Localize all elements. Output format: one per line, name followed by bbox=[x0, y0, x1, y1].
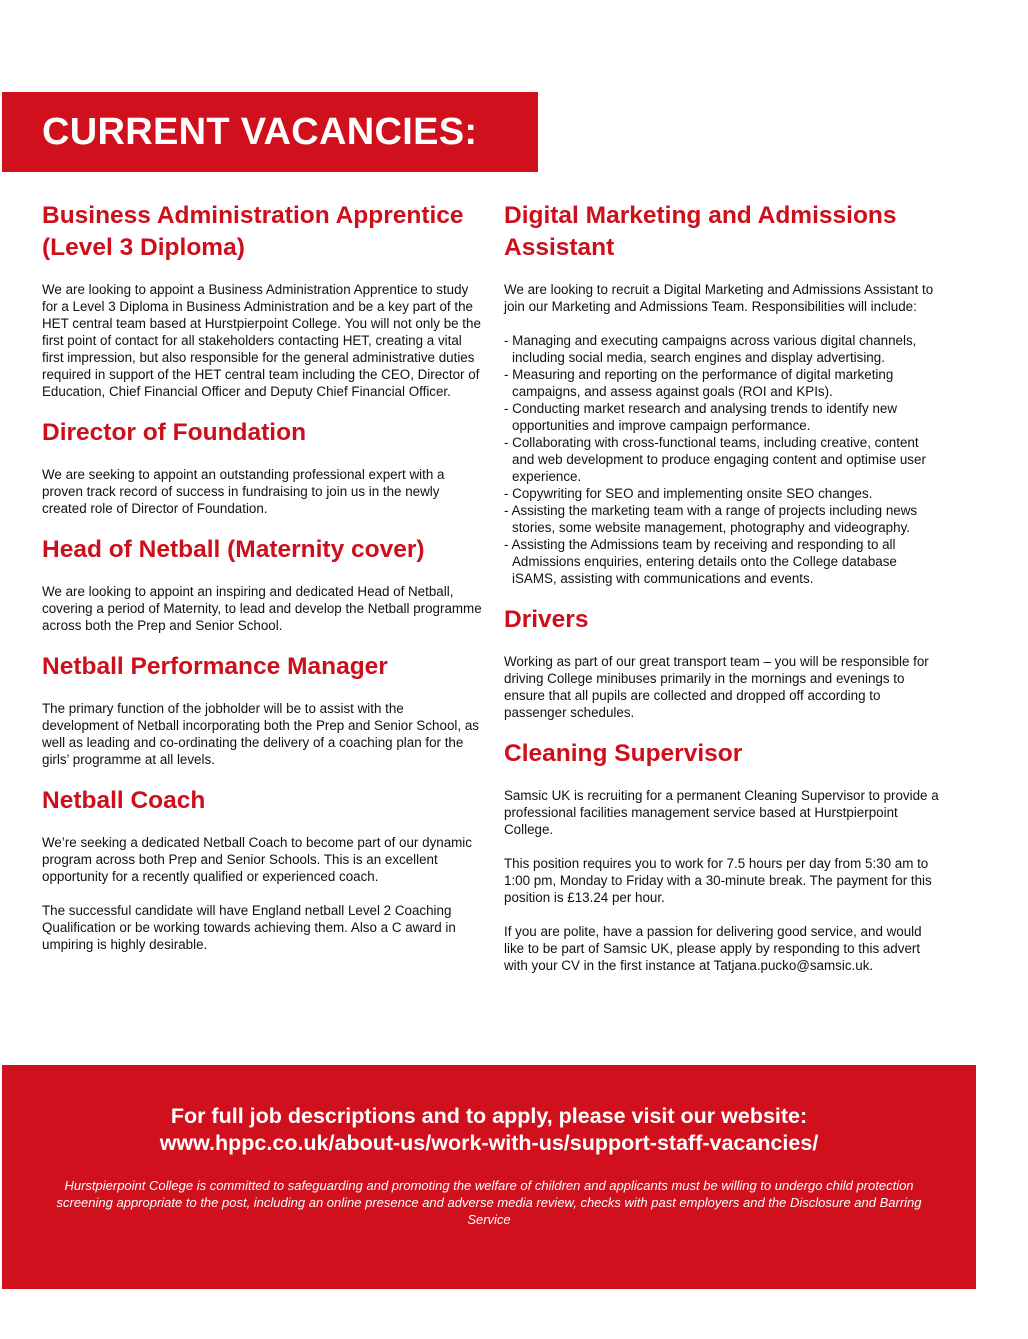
header-banner bbox=[2, 92, 538, 172]
vacancy-title: Business Administration Apprentice (Level 3 Diploma) bbox=[42, 202, 464, 261]
page-title: CURRENT VACANCIES: bbox=[42, 110, 478, 153]
vacancy-business-administration-apprentice-level-3-diploma bbox=[42, 200, 482, 400]
vacancy-title: Drivers bbox=[504, 606, 589, 633]
vacancy-description: If you are polite, have a passion for delivering good service, and would like to be part of Samsic UK, please apply by responding to this advert with your CV in the first instance at Tatjana.pucko@samsic.uk. bbox=[504, 924, 922, 973]
footer-cta: For full job descriptions and to apply, please visit our website: bbox=[170, 1104, 808, 1128]
list-item: - Collaborating with cross-functional teams, including creative, content and web development to produce engaging content and optimise user experience. bbox=[504, 435, 926, 484]
vacancy-title: Netball Coach bbox=[42, 787, 206, 814]
vacancy-netball-coach bbox=[42, 785, 482, 953]
vacancy-title: Digital Marketing and Admissions Assistant bbox=[504, 202, 897, 261]
vacancy-head-of-netball-maternity-cover bbox=[42, 534, 482, 634]
left-column bbox=[42, 200, 482, 970]
vacancy-description: We are looking to appoint a Business Administration Apprentice to study for a Level 3 Diploma in Business Administration and be a key part of the HET central team based at Hurstpierpoint College. You will not only be the first point of contact for all stakeholders contacting HET, creating a vital first impression, but also responsible for the general administrative duties required in support of the HET central team including the CEO, Director of Education, Chief Financial Officer and Deputy Chief Financial Officer. bbox=[42, 282, 481, 399]
list-item: - Managing and executing campaigns across various digital channels, including social media, search engines and display advertising. bbox=[504, 333, 917, 365]
list-item: - Assisting the marketing team with a range of projects including news stories, some website management, photography and videography. bbox=[504, 503, 918, 535]
vacancy-description: We are looking to recruit a Digital Marketing and Admissions Assistant to join our Marketing and Admissions Team. Responsibilities will include: bbox=[504, 282, 934, 314]
vacancy-description: We are seeking to appoint an outstanding professional expert with a proven track record of success in fundraising to join us in the newly created role of Director of Foundation. bbox=[42, 467, 445, 516]
vacancy-netball-performance-manager bbox=[42, 651, 482, 768]
right-column bbox=[504, 200, 944, 991]
safeguarding-disclaimer: Hurstpierpoint College is committed to safeguarding and promoting the welfare of children and applicants must be willing to undergo child protection screening appropriate to the post, including an online presence and adverse media review, checks with past employers and the Disclosure and Barring Service bbox=[56, 1178, 922, 1227]
vacancy-description: We’re seeking a dedicated Netball Coach to become part of our dynamic program across both Prep and Senior Schools. This is an excellent opportunity for a recently qualified or experienced coach. bbox=[42, 835, 472, 884]
vacancy-title: Cleaning Supervisor bbox=[504, 740, 743, 767]
list-item: - Measuring and reporting on the performance of digital marketing campaigns, and assess against goals (ROI and KPIs). bbox=[504, 367, 894, 399]
vacancy-digital-marketing-and-admissions-assistant bbox=[504, 200, 944, 587]
vacancy-title: Head of Netball (Maternity cover) bbox=[42, 536, 425, 563]
vacancy-description: The primary function of the jobholder will be to assist with the development of Netball incorporating both the Prep and Senior School, as well as leading and co-ordinating the delivery of a coaching plan for the girls’ programme at all levels. bbox=[42, 701, 479, 767]
vacancy-title: Director of Foundation bbox=[42, 419, 307, 446]
list-item: - Conducting market research and analysing trends to identify new opportunities and improve campaign performance. bbox=[504, 401, 898, 433]
vacancy-description: Working as part of our great transport team – you will be responsible for driving College minibuses primarily in the mornings and evenings to ensure that all pupils are collected and dropped off according to passenger schedules. bbox=[504, 654, 929, 720]
list-item: - Assisting the Admissions team by receiving and responding to all Admissions enquiries, entering details onto the College database iSAMS, assisting with communications and events. bbox=[504, 537, 897, 586]
vacancy-drivers bbox=[504, 604, 944, 721]
vacancy-description: We are looking to appoint an inspiring and dedicated Head of Netball, covering a period of Maternity, to lead and develop the Netball programme across both the Prep and Senior School. bbox=[42, 584, 482, 633]
vacancy-description: This position requires you to work for 7.5 hours per day from 5:30 am to 1:00 pm, Monday to Friday with a 30-minute break. The payment for this position is £13.24 per hour. bbox=[504, 856, 932, 905]
list-item: - Copywriting for SEO and implementing onsite SEO changes. bbox=[504, 486, 873, 501]
vacancy-director-of-foundation bbox=[42, 417, 482, 517]
vacancy-cleaning-supervisor bbox=[504, 738, 944, 974]
responsibilities-list bbox=[504, 332, 944, 587]
vacancy-description: Samsic UK is recruiting for a permanent Cleaning Supervisor to provide a professional facilities management service based at Hurstpierpoint College. bbox=[504, 788, 939, 837]
footer-banner bbox=[2, 1065, 976, 1289]
vacancy-description: The successful candidate will have England netball Level 2 Coaching Qualification or be working towards achieving them. Also a C award in umpiring is highly desirable. bbox=[42, 903, 456, 952]
vacancy-title: Netball Performance Manager bbox=[42, 653, 388, 680]
website-link[interactable]: www.hppc.co.uk/about-us/work-with-us/support-staff-vacancies/ bbox=[159, 1131, 819, 1155]
